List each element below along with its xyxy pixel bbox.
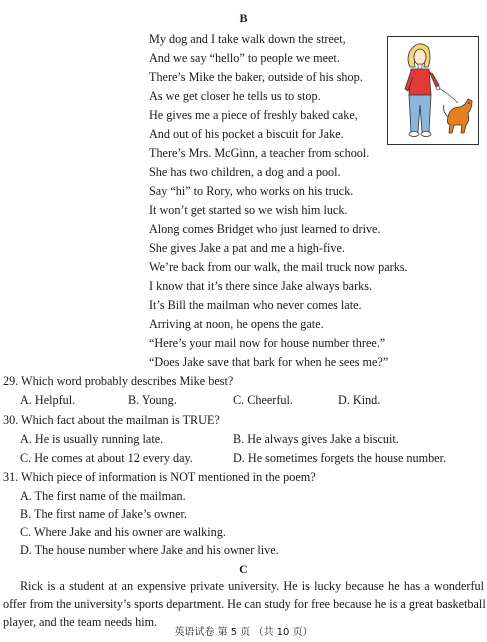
poem-line: I know that it’s there since Jake always barks. [149, 279, 373, 293]
poem-line: Along comes Bridget who just learned to drive. [149, 222, 381, 236]
poem-line: It won’t get started so we wish him luck. [149, 203, 348, 217]
question-31-stem: 31. Which piece of information is NOT mentioned in the poem? [3, 470, 316, 484]
poem-line: Arriving at noon, he opens the gate. [149, 317, 324, 331]
q31-option-c: C. Where Jake and his owner are walking. [20, 525, 226, 539]
section-c-paragraph-line: Rick is a student at an expensive private university. He is lucky because he has a wonderful [20, 579, 484, 593]
poem-line: “Does Jake save that bark for when he sees me?” [149, 355, 389, 369]
q29-option-a: A. Helpful. [20, 393, 76, 407]
poem-line: We’re back from our walk, the mail truck now parks. [149, 260, 408, 274]
q30-option-c: C. He comes at about 12 every day. [20, 451, 193, 465]
question-30-stem: 30. Which fact about the mailman is TRUE? [3, 413, 220, 427]
q30-option-a: A. He is usually running late. [20, 432, 164, 446]
poem-line: As we get closer he tells us to stop. [149, 89, 321, 103]
poem-line: Say “hi” to Rory, who works on his truck. [149, 184, 354, 198]
q31-option-a: A. The first name of the mailman. [20, 489, 186, 503]
q29-option-c: C. Cheerful. [233, 393, 293, 407]
poem-line: And we say “hello” to people we meet. [149, 51, 340, 65]
woman-walking-dog-icon [388, 37, 478, 144]
poem-line: “Here’s your mail now for house number three.” [149, 336, 386, 350]
q29-option-d: D. Kind. [338, 393, 381, 407]
poem-line: My dog and I take walk down the street, [149, 32, 346, 46]
poem-line: He gives me a piece of freshly baked cake, [149, 108, 358, 122]
poem-line: She has two children, a dog and a pool. [149, 165, 341, 179]
q30-option-d: D. He sometimes forgets the house number. [233, 451, 447, 465]
question-29-stem: 29. Which word probably describes Mike best? [3, 374, 234, 388]
poem-line: There’s Mike the baker, outside of his shop. [149, 70, 363, 84]
q30-option-b: B. He always gives Jake a biscuit. [233, 432, 399, 446]
section-b-title: B [239, 11, 248, 25]
page-footer: 英语试卷 第 5 页 （共 10 页） [174, 627, 313, 638]
q31-option-d: D. The house number where Jake and his owner live. [20, 543, 279, 557]
poem-line: She gives Jake a pat and me a high-five. [149, 241, 345, 255]
section-c-paragraph-line: offer from the university’s sports department. He can study for free because he is a great basketball [3, 597, 486, 611]
q31-option-b: B. The first name of Jake’s owner. [20, 507, 187, 521]
woman-walking-dog-illustration [387, 36, 479, 145]
poem-line: And out of his pocket a biscuit for Jake. [149, 127, 344, 141]
poem [149, 30, 408, 372]
q29-option-b: B. Young. [128, 393, 177, 407]
poem-line: It’s Bill the mailman who never comes late. [149, 298, 362, 312]
section-c-paragraph-line: player, and the team needs him. [3, 615, 158, 629]
section-c-title: C [239, 562, 248, 576]
poem-line: There’s Mrs. McGinn, a teacher from school. [149, 146, 370, 160]
